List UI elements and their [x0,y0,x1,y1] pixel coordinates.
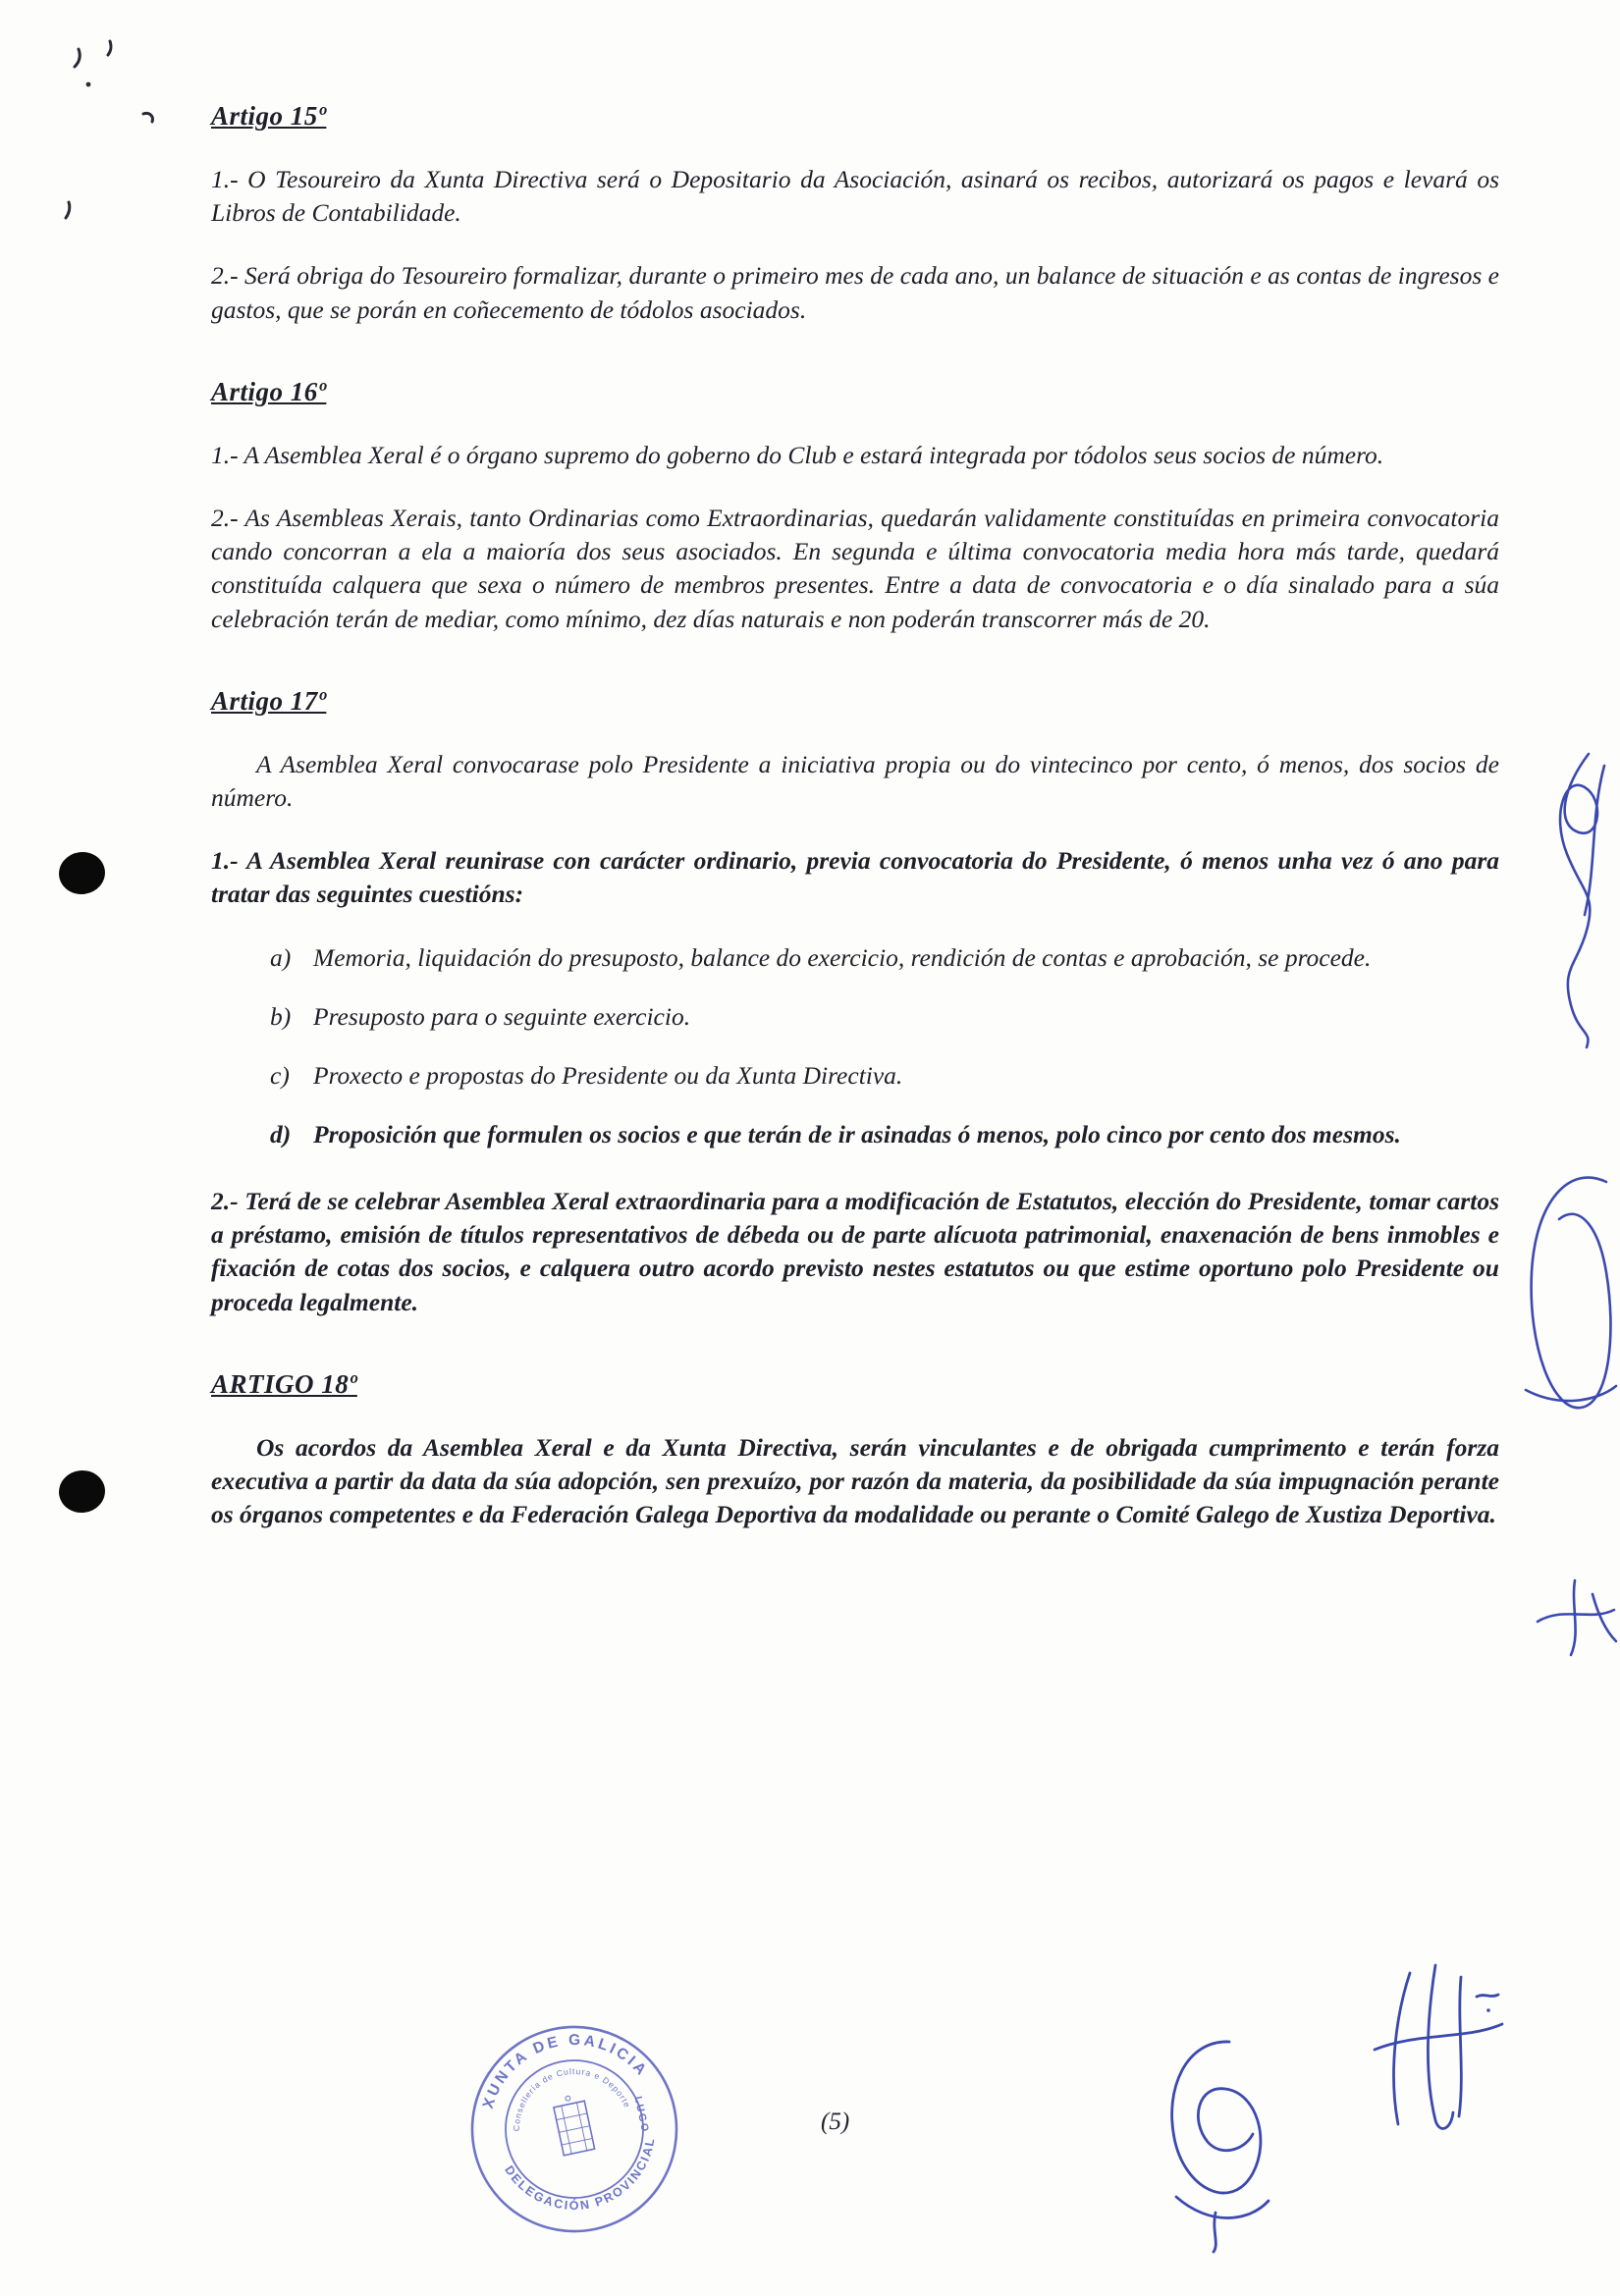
stamp-crest-icon [552,2093,594,2156]
list-item-marker: a) [270,942,292,972]
paragraph: 2.- Será obriga do Tesoureiro formalizar, durante o primeiro mes de cada ano, un balance de situación e as contas de ingresos e gastos, que se porán en coñecemento de tódolos asociados. [211,261,1499,324]
section-heading: Artigo 17º [211,685,327,716]
list-item [270,1118,1499,1151]
handwritten-signature [1359,1955,1508,2140]
handwritten-signature [1520,1154,1620,1425]
section-heading: Artigo 16º [211,376,327,406]
section-heading: ARTIGO 18º [211,1368,357,1399]
handwritten-signature [1528,748,1620,1054]
list-item-text: Proposición que formulen os socios e que terán de ir asinadas ó menos, polo cinco por cento dos mesmos. [313,1120,1401,1149]
section-artigo-18 [211,1366,1499,1532]
list-item [270,941,1499,975]
paragraph: 1.- A Asemblea Xeral reunirase con carácter ordinario, previa convocatoria do Presidente, ó menos unha vez ó ano para tratar das seguintes cuestións: [211,846,1499,909]
paragraph: 2.- As Asembleas Xerais, tanto Ordinarias como Extraordinarias, quedarán validamente constituídas en primeira convocatoria cando concorran a ela a maioría dos seus asociados. En segunda e última convocatoria media hora más tarde, quedará constituída calquera que sexa o número de membros presentes. Entre a data de convocatoria e o día sinalado para a súa celebración terán de mediar, como mínimo, dez días naturais e non poderán transcorrer más de 20. [211,504,1499,633]
page-number: (5) [821,2109,850,2135]
list-item-text: Presuposto para o seguinte exercicio. [313,1001,691,1031]
stamp-inner-text: Consellería de Cultura e Deporte [511,2065,633,2132]
handwritten-signature [1147,2020,1284,2256]
paragraph: 2.- Terá de se celebrar Asemblea Xeral extraordinaria para a modificación de Estatutos, elección do Presidente, tomar cartos a préstamo, emisión de títulos representativos de débeda ou de parte alícuota patrimonial, enaxenación de bens inmobles e fixación de cotas dos socios, e calquera outro acordo previsto nestes estatutos ou que estime oportuno polo Presidente ou proceda legalmente. [211,1187,1499,1316]
paragraph: A Asemblea Xeral convocarase polo Presidente a iniciativa propia ou do vintecinco por cento, ó menos, dos socios de número. [211,749,1499,813]
handwritten-signature [1528,1573,1620,1663]
section-heading: Artigo 15º [211,101,327,131]
section-artigo-15 [211,98,1499,327]
list-item-marker: c) [270,1060,290,1090]
hole-punch-mark [57,1468,107,1516]
list-item-text: Proxecto e propostas do Presidente ou da Xunta Directiva. [313,1060,903,1090]
svg-text:DELEGACIÓN PROVINCIAL [501,2133,670,2227]
stamp-top-text: XUNTA DE GALICIA [479,2031,652,2111]
document-content [211,98,1499,1561]
official-stamp [459,2014,689,2244]
section-artigo-17 [211,683,1499,1319]
stamp-bottom-text: DELEGACIÓN PROVINCIAL [502,2135,658,2214]
ink-speck-marks [49,20,216,245]
list-item-marker: d) [270,1120,292,1149]
paragraph: 1.- O Tesoureiro da Xunta Directiva será o Depositario da Asociación, asinará os recibos, autorizará os pagos e levará os Libros de Contabilidade. [211,165,1499,228]
paragraph: 1.- A Asemblea Xeral é o órgano supremo do goberno do Club e estará integrada por tódolos seus socios de número. [211,440,1384,469]
paragraph: Os acordos da Asemblea Xeral e da Xunta Directiva, serán vinculantes e de obrigada cumprimento e terán forza executiva a partir da data da súa adopción, sen prexuízo, por razón da materia, da posibilidade da súa impugnación perante os órganos competentes e da Federación Galega Deportiva da modalidade ou perante o Comité Galego de Xustiza Deportiva. [211,1432,1499,1529]
list-item [270,1059,1499,1093]
list-item [270,1000,1499,1034]
section-artigo-16 [211,374,1499,636]
list-item-marker: b) [270,1001,292,1031]
hole-punch-mark [56,849,108,897]
list-item-text: Memoria, liquidación do presuposto, balance do exercicio, rendición de contas e aprobación, se procede. [313,942,1372,972]
stamp-side-text: LUGO [631,2095,652,2135]
ordered-points-list [270,941,1499,1152]
